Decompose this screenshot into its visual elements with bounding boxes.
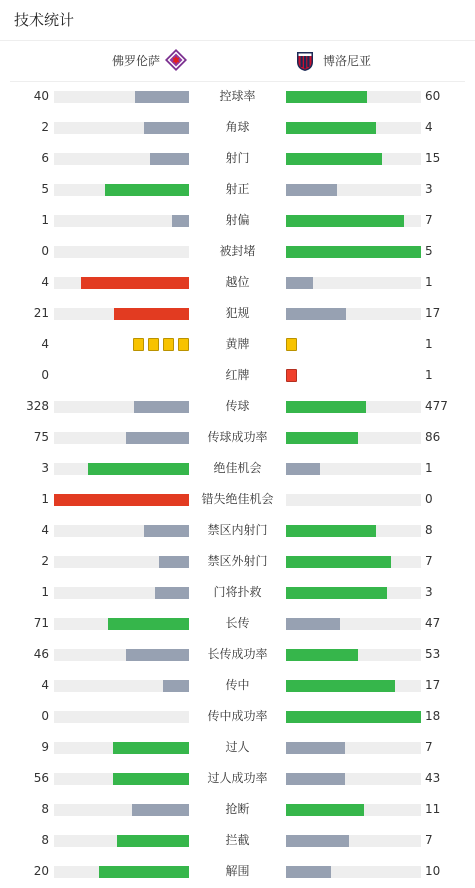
home-value: 5 [41,182,49,196]
away-bar-track [286,401,421,413]
away-team-name: 博洛尼亚 [323,53,372,68]
away-bar-track [286,587,421,599]
away-bar-track [286,494,421,506]
away-bar-track [286,91,421,103]
away-value: 86 [425,430,441,444]
stat-row [0,330,475,361]
stat-label: 传中 [225,678,250,692]
home-bar-fill [54,494,189,506]
home-bar-track [54,742,189,754]
stat-row [0,764,475,795]
away-value: 17 [425,678,441,692]
home-bar-fill [135,91,189,103]
fiorentina-crest-icon [164,48,188,72]
home-bar-fill [126,432,189,444]
away-bar-track [286,866,421,878]
away-bar-track [286,556,421,568]
stat-label: 禁区外射门 [207,554,268,568]
home-value: 20 [33,864,49,878]
stat-row [0,702,475,733]
stat-row [0,485,475,516]
away-bar-fill [286,215,404,227]
away-bar-fill [286,742,345,754]
away-bar-track [286,308,421,320]
home-bar-track [54,773,189,785]
home-bar-track [54,525,189,537]
away-value: 53 [425,647,441,661]
away-value: 1 [425,368,433,382]
stat-row [0,671,475,702]
home-value: 8 [41,833,49,847]
home-value: 56 [33,771,49,785]
yellow-card-icon [148,338,159,351]
away-bar-fill [286,711,421,723]
home-bar-track [54,432,189,444]
home-value: 9 [41,740,49,754]
yellow-card-icon [178,338,189,351]
stat-label: 绝佳机会 [213,461,262,475]
stat-label: 禁区内射门 [207,523,268,537]
away-value: 47 [425,616,441,630]
home-bar-fill [105,184,189,196]
home-bar-fill [88,463,189,475]
away-bar-fill [286,680,395,692]
away-bar-fill [286,835,349,847]
home-bar-fill [99,866,189,878]
away-value: 5 [425,244,433,258]
away-value: 60 [425,89,441,103]
home-bar-track [54,246,189,258]
away-bar-fill [286,432,358,444]
home-bar-fill [132,804,189,816]
home-bar-fill [108,618,189,630]
home-value: 1 [41,585,49,599]
away-bar-fill [286,153,382,165]
home-bar-track [54,649,189,661]
home-bar-track [54,215,189,227]
stat-label: 过人成功率 [207,771,268,785]
away-bar-fill [286,463,320,475]
home-bar-fill [144,122,189,134]
stat-label: 传球成功率 [207,430,268,444]
away-bar-track [286,463,421,475]
stat-row [0,237,475,268]
home-value: 4 [41,337,49,351]
home-value: 21 [33,306,49,320]
away-value: 3 [425,585,433,599]
away-bar-fill [286,804,364,816]
home-bar-track [54,463,189,475]
away-bar-track [286,649,421,661]
stat-label: 传中成功率 [207,709,268,723]
home-bar-track [54,711,189,723]
away-bar-fill [286,91,367,103]
stat-row [0,733,475,764]
stat-row [0,423,475,454]
home-bar-fill [144,525,189,537]
stat-row [0,299,475,330]
home-value: 8 [41,802,49,816]
away-bar-fill [286,649,358,661]
away-value: 1 [425,461,433,475]
away-bar-fill [286,401,366,413]
away-bar-fill [286,122,376,134]
home-bar-fill [117,835,189,847]
away-value: 3 [425,182,433,196]
away-team[interactable] [293,48,371,72]
home-bar-track [54,556,189,568]
home-value: 4 [41,523,49,537]
home-bar-fill [150,153,189,165]
away-value: 8 [425,523,433,537]
home-bar-fill [113,773,189,785]
stat-row [0,175,475,206]
stat-row [0,113,475,144]
home-team-name: 佛罗伦萨 [112,53,161,68]
away-value: 7 [425,554,433,568]
away-bar-fill [286,308,346,320]
away-value: 11 [425,802,441,816]
home-value: 6 [41,151,49,165]
away-bar-fill [286,556,391,568]
stat-row [0,144,475,175]
away-bar-track [286,122,421,134]
home-bar-track [54,153,189,165]
away-value: 1 [425,337,433,351]
stat-label: 解围 [225,864,250,878]
away-bar-track [286,184,421,196]
away-bar-track [286,525,421,537]
home-value: 1 [41,213,49,227]
home-bar-track [54,308,189,320]
away-bar-track [286,773,421,785]
stat-label: 错失绝佳机会 [201,492,274,506]
stat-row [0,361,475,392]
stat-row [0,268,475,299]
away-value: 7 [425,833,433,847]
stat-label: 角球 [225,120,250,134]
away-bar-track [286,742,421,754]
home-bar-track [54,277,189,289]
home-bar-track [54,401,189,413]
away-bar-fill [286,773,345,785]
stat-row [0,206,475,237]
home-value: 0 [41,368,49,382]
yellow-card-icon [133,338,144,351]
away-value: 0 [425,492,433,506]
home-bar-track [54,804,189,816]
stat-row [0,392,475,423]
yellow-card-icon [163,338,174,351]
stat-label: 黄牌 [225,337,250,351]
home-bar-track [54,866,189,878]
yellow-card-icon [286,338,297,351]
away-bar-track [286,711,421,723]
home-bar-fill [126,649,189,661]
stat-label: 门将扑救 [213,585,262,599]
home-bar-track [54,618,189,630]
stat-label: 拦截 [225,833,250,847]
stat-label: 抢断 [225,802,250,816]
away-bar-track [286,804,421,816]
stat-row [0,609,475,640]
stat-label: 传球 [225,399,250,413]
home-bar-fill [113,742,189,754]
away-bar-track [286,618,421,630]
stat-label: 长传成功率 [207,647,268,661]
home-value: 2 [41,120,49,134]
stat-label: 红牌 [225,368,250,382]
away-value: 7 [425,213,433,227]
away-bar-track [286,680,421,692]
home-bar-fill [81,277,189,289]
home-value: 3 [41,461,49,475]
away-bar-track [286,277,421,289]
home-bar-fill [159,556,189,568]
stat-row [0,516,475,547]
away-bar-track [286,153,421,165]
home-bar-track [54,835,189,847]
away-bar-fill [286,866,331,878]
stat-label: 射正 [225,182,250,196]
home-bar-fill [134,401,189,413]
away-value: 477 [425,399,448,413]
away-bar-fill [286,184,337,196]
home-value: 75 [33,430,49,444]
home-bar-track [54,587,189,599]
stat-row [0,454,475,485]
stat-label: 射门 [225,151,250,165]
red-card-icon [286,369,297,382]
home-value: 46 [33,647,49,661]
stat-label: 越位 [225,275,250,289]
stat-label: 过人 [225,740,250,754]
away-bar-track [286,835,421,847]
bologna-crest-icon [293,48,317,72]
away-yellow-cards [286,338,297,352]
page-title: 技术统计 [14,11,75,29]
home-bar-fill [163,680,189,692]
away-bar-track [286,246,421,258]
away-bar-fill [286,277,313,289]
away-value: 18 [425,709,441,723]
home-value: 4 [41,678,49,692]
home-bar-track [54,680,189,692]
stat-label: 控球率 [219,89,256,103]
home-team[interactable] [112,48,188,72]
home-bar-track [54,91,189,103]
home-value: 2 [41,554,49,568]
away-bar-fill [286,525,376,537]
home-bar-track [54,122,189,134]
home-value: 0 [41,709,49,723]
home-value: 0 [41,244,49,258]
stat-label: 被封堵 [219,244,256,258]
home-value: 4 [41,275,49,289]
away-value: 4 [425,120,433,134]
stat-label: 射偏 [225,213,250,227]
home-value: 71 [33,616,49,630]
home-bar-fill [114,308,189,320]
away-value: 43 [425,771,441,785]
stat-row [0,795,475,826]
away-value: 7 [425,740,433,754]
away-bar-fill [286,587,387,599]
team-header [0,40,475,81]
home-yellow-cards [133,338,189,352]
away-red-cards [286,369,297,383]
home-value: 1 [41,492,49,506]
home-bar-fill [172,215,189,227]
away-bar-fill [286,246,421,258]
away-bar-fill [286,618,340,630]
stat-row [0,547,475,578]
away-value: 10 [425,864,441,878]
stat-row [0,640,475,671]
home-bar-fill [155,587,189,599]
stat-label: 犯规 [225,306,250,320]
stat-row [0,578,475,609]
away-bar-track [286,432,421,444]
home-bar-track [54,184,189,196]
stats-list [0,82,475,888]
away-value: 15 [425,151,441,165]
away-value: 17 [425,306,441,320]
stat-row [0,857,475,888]
stat-label: 长传 [225,616,250,630]
stat-row [0,82,475,113]
away-bar-track [286,215,421,227]
stat-row [0,826,475,857]
away-value: 1 [425,275,433,289]
home-value: 40 [33,89,49,103]
home-bar-track [54,494,189,506]
home-value: 328 [26,399,49,413]
